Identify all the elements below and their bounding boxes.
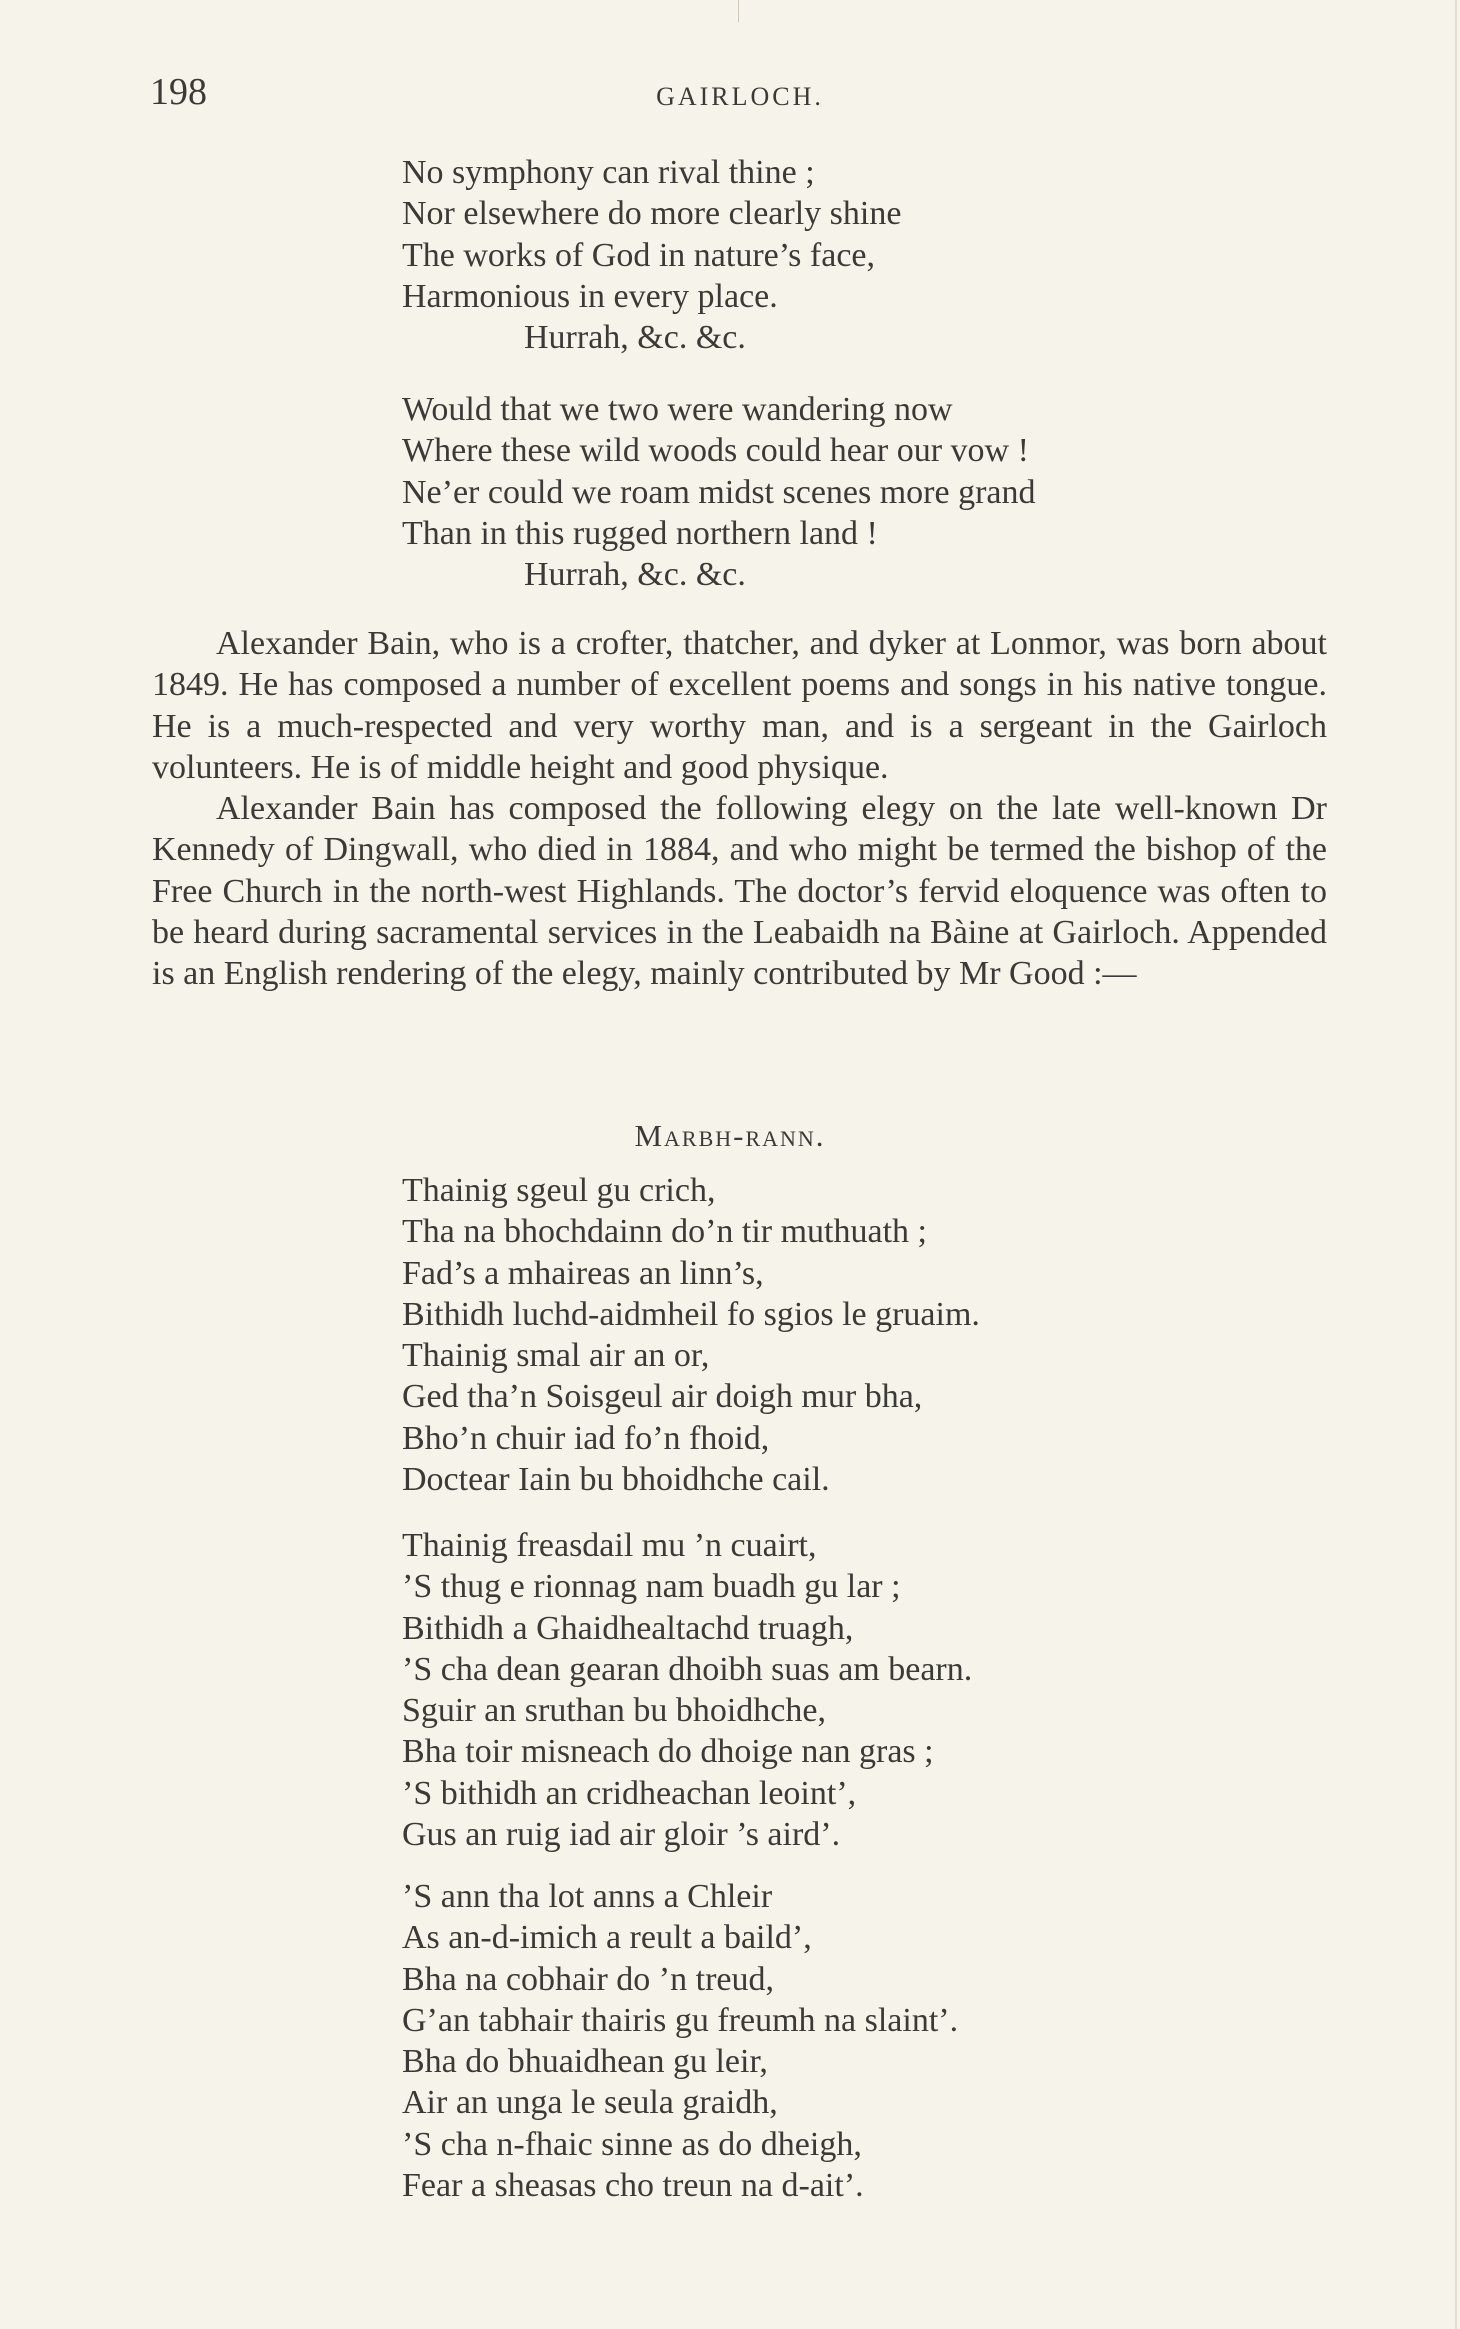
verse-line: ’S thug e rionnag nam buadh gu lar ; [402,1568,901,1606]
verse-line: Fear a sheasas cho treun na d-ait’. [402,2167,864,2205]
verse-line: Bha do bhuaidhean gu leir, [402,2043,768,2081]
verse-line: Doctear Iain bu bhoidhche cail. [402,1461,830,1499]
verse-line: Thainig freasdail mu ’n cuairt, [402,1527,817,1564]
verse-line: ’S ann tha lot anns a Chleir [402,1878,773,1915]
verse-stanza-2 [402,389,1036,595]
paragraph-bain-biography: Alexander Bain, who is a crofter, thatcher, and dyker at Lonmor, was born about 1849. He has composed a number of excellent poems and songs in his native tongue. He is a much-respected and very worthy man, and is a sergeant in the Gairloch volunteers. He is of middle height and good physique. [152,625,1327,786]
verse-line: Tha na bhochdainn do’n tir muthuath ; [402,1213,927,1251]
verse-stanza-1 [402,152,901,358]
scan-mark [738,0,739,22]
verse-line: ’S bithidh an cridheachan leoint’, [402,1774,857,1812]
verse-line: Bithidh luchd-aidmheil fo sgios le gruaim. [402,1295,980,1333]
refrain-line: Hurrah, &c. &c. [524,556,746,594]
verse-line: Air an unga le seula graidh, [402,2084,778,2122]
verse-line: Nor elsewhere do more clearly shine [402,195,902,233]
verse-line: ’S cha n-fhaic sinne as do dheigh, [402,2125,862,2163]
elegy-title: Marbh-rann. [634,1118,826,1153]
page-edge [1455,0,1457,2329]
verse-line: Bha toir misneach do dhoige nan gras ; [402,1733,934,1771]
refrain-line: Hurrah, &c. &c. [524,319,746,357]
verse-line: G’an tabhair thairis gu freumh na slaint’. [402,2001,959,2039]
prose-body [152,623,1327,995]
verse-line: Where these wild woods could hear our vow ! [402,432,1029,470]
verse-line: Bha na cobhair do ’n treud, [402,1960,774,1998]
elegy-stanza-2 [402,1525,972,1855]
elegy-stanza-1 [402,1170,980,1500]
verse-line: Gus an ruig iad air gloir ’s aird’. [402,1816,841,1854]
verse-line: Bho’n chuir iad fo’n fhoid, [402,1419,770,1457]
verse-line: ’S cha dean gearan dhoibh suas am bearn. [402,1650,973,1688]
verse-line: Ged tha’n Soisgeul air doigh mur bha, [402,1378,923,1416]
verse-line: Thainig sgeul gu crich, [402,1172,716,1209]
verse-line: Would that we two were wandering now [402,391,953,428]
verse-line: Bithidh a Ghaidhealtachd truagh, [402,1609,854,1647]
verse-line: Fad’s a mhaireas an linn’s, [402,1254,764,1292]
elegy-stanza-3 [402,1876,958,2206]
verse-line: Harmonious in every place. [402,277,778,315]
verse-line: No symphony can rival thine ; [402,154,815,191]
verse-line: Thainig smal air an or, [402,1337,710,1375]
page-header [150,70,1330,120]
page-number: 198 [150,71,207,113]
verse-line: As an-d-imich a reult a baild’, [402,1919,812,1957]
paragraph-elegy-intro: Alexander Bain has composed the following elegy on the late well-known Dr Kennedy of Dingwall, who died in 1884, and who might be termed the bishop of the Free Church in the north-west Highlands. The doctor’s fervid eloquence was often to be heard during sacramental services in the Leabaidh na Bàine at Gairloch. Appended is an English rendering of the elegy, mainly contributed by Mr Good :— [152,790,1327,993]
verse-line: Ne’er could we roam midst scenes more grand [402,473,1036,511]
verse-line: Than in this rugged northern land ! [402,514,878,552]
verse-line: Sguir an sruthan bu bhoidhche, [402,1692,826,1730]
verse-line: The works of God in nature’s face, [402,236,876,274]
running-title: GAIRLOCH. [656,82,824,111]
